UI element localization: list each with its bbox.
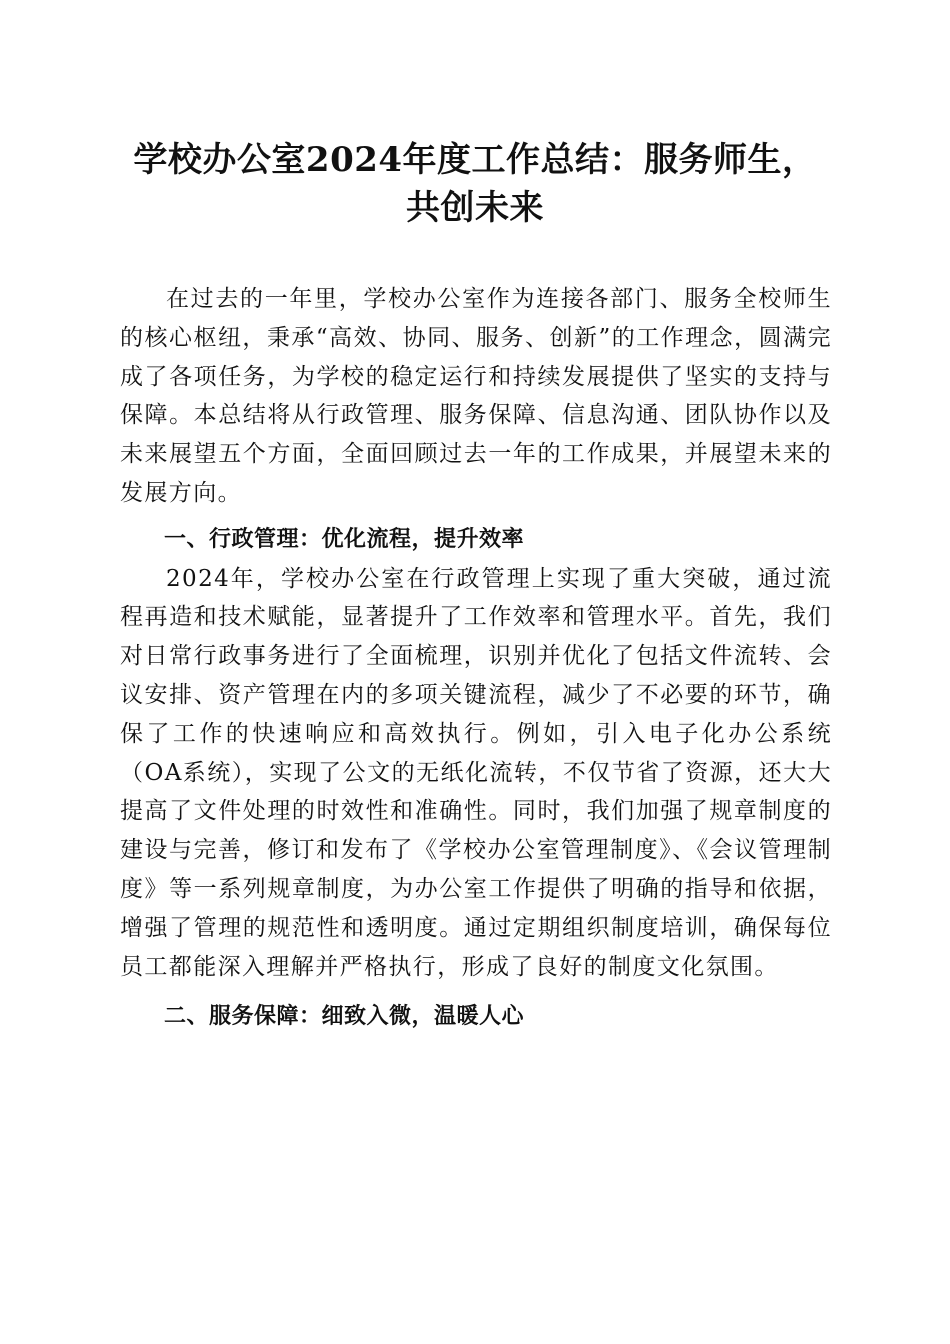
document-body	[120, 280, 832, 1037]
title-line-2: 共创未来	[406, 188, 544, 228]
section-heading-administration: 一、行政管理：优化流程，提升效率	[164, 526, 525, 552]
section-heading-service: 二、服务保障：细致入微，温暖人心	[164, 1004, 525, 1030]
document-title	[110, 136, 840, 232]
section-paragraph-administration: 2024年，学校办公室在行政管理上实现了重大突破，通过流程再造和技术赋能，显著提升了工作效率和管理水平。首先，我们对日常行政事务进行了全面梳理，识别并优化了包括文件流转、会议安排、资产管理在内的多项关键流程，减少了不必要的环节，确保了工作的快速响应和高效执行。例如，引入电子化办公系统（OA系统），实现了公文的无纸化流转，不仅节省了资源，还大大提高了文件处理的时效性和准确性。同时，我们加强了规章制度的建设与完善，修订和发布了《学校办公室管理制度》、《会议管理制度》等一系列规章制度，为办公室工作提供了明确的指导和依据，增强了管理的规范性和透明度。通过定期组织制度培训，确保每位员工都能深入理解并严格执行，形成了良好的制度文化氛围。	[120, 565, 832, 980]
title-line-1: 学校办公室2024年度工作总结：服务师生，	[133, 140, 817, 180]
intro-paragraph: 在过去的一年里，学校办公室作为连接各部门、服务全校师生的核心枢纽，秉承“高效、协同、服务、创新”的工作理念，圆满完成了各项任务，为学校的稳定运行和持续发展提供了坚实的支持与保障。本总结将从行政管理、服务保障、信息沟通、团队协作以及未来展望五个方面，全面回顾过去一年的工作成果，并展望未来的发展方向。	[120, 286, 832, 506]
